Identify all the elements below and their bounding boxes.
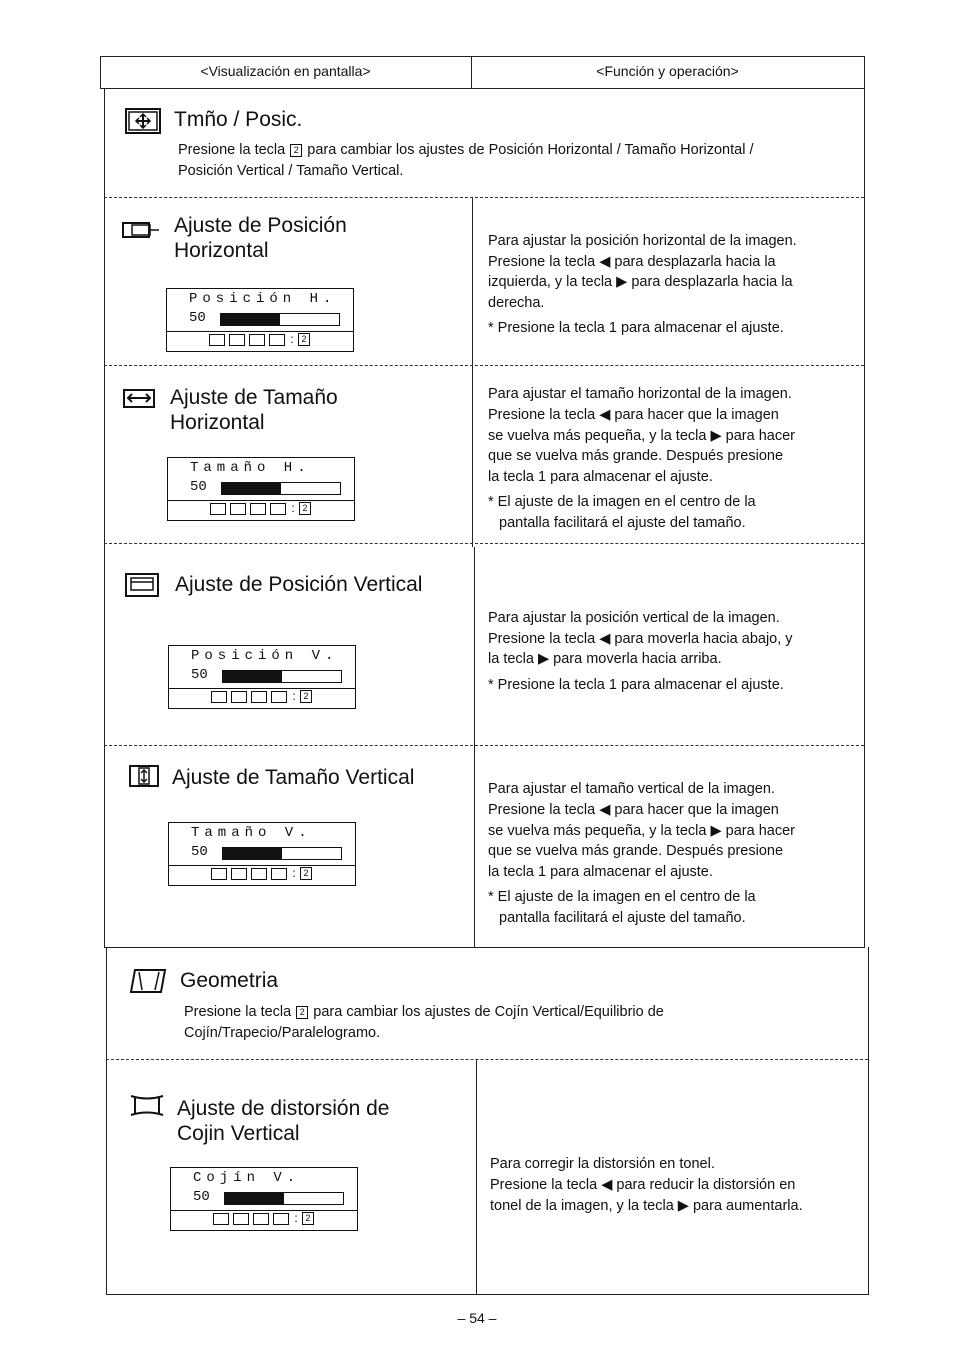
osd-pincushion <box>170 1167 358 1231</box>
move-arrows-icon <box>125 108 161 139</box>
osd-value: 50 <box>193 1189 210 1205</box>
v-position-icon <box>125 573 159 602</box>
section-title-size-pos: Tmño / Posic. <box>174 108 303 131</box>
osd-value: 50 <box>191 844 208 860</box>
osd-level-bar <box>222 670 342 683</box>
section-desc-geometry: Presione la tecla 2 para cambiar los ajustes de Cojín Vertical/Equilibrio de Cojín/Trapecio/Paralelogramo. <box>184 1004 664 1041</box>
v-pos-description: Para ajustar la posición vertical de la imagen. Presione la tecla ◀ para moverla hacia abajo, y la tecla ▶ para moverla hacia arriba. * Presione la tecla 1 para almacenar el ajuste. <box>488 610 793 693</box>
osd-label: Cojín V. <box>193 1170 301 1186</box>
page-number: – 54 – <box>457 1310 497 1326</box>
section-title-pincushion: Ajuste de distorsión de Cojin Vertical <box>177 1097 390 1145</box>
osd-h-pos <box>166 288 354 352</box>
section-title-geometry: Geometria <box>180 969 279 992</box>
section-title-h-size: Ajuste de Tamaño Horizontal <box>170 386 338 434</box>
osd-level-bar <box>220 313 340 326</box>
v-size-description: Para ajustar el tamaño vertical de la imagen. Presione la tecla ◀ para hacer que la imagen se vuelva más pequeña, y la tecla ▶ para hacer que se vuelva más grande. Después presione la tecla 1 para almacenar el ajuste. * El ajuste de la imagen en el centro de la pantalla facilitará el ajuste del tamaño. <box>488 781 795 926</box>
v-size-icon <box>129 765 159 792</box>
h-position-icon <box>122 221 160 244</box>
osd-menu-row: : 2 <box>171 1210 357 1230</box>
osd-value: 50 <box>191 667 208 683</box>
osd-value: 50 <box>189 310 206 326</box>
osd-menu-row: : 2 <box>169 688 355 708</box>
key-2-icon: 2 <box>290 144 302 157</box>
h-size-description: Para ajustar el tamaño horizontal de la imagen. Presione la tecla ◀ para hacer que la imagen se vuelva más pequeña, y la tecla ▶ para hacer que se vuelva más grande. Después presione la tecla 1 para almacenar el ajuste. * El ajuste de la imagen en el centro de la pantalla facilitará el ajuste del tamaño. <box>488 386 795 531</box>
osd-menu-row: : 2 <box>167 331 353 351</box>
osd-level-bar <box>221 482 341 495</box>
geometry-icon <box>129 968 169 999</box>
osd-menu-row: : 2 <box>169 865 355 885</box>
pincushion-description: Para corregir la distorsión en tonel. Presione la tecla ◀ para reducir la distorsión en tonel de la imagen, y la tecla ▶ para aumentarla. <box>490 1156 803 1214</box>
osd-label: Tamaño H. <box>190 460 311 476</box>
osd-v-pos <box>168 645 356 709</box>
section-title-h-pos: Ajuste de Posición Horizontal <box>174 214 347 262</box>
osd-label: Posición H. <box>189 291 337 307</box>
osd-v-size <box>168 822 356 886</box>
section-title-v-size: Ajuste de Tamaño Vertical <box>172 766 415 789</box>
section-title-v-pos: Ajuste de Posición Vertical <box>175 573 423 596</box>
h-size-icon <box>123 389 155 414</box>
section-desc-size-pos: Presione la tecla 2 para cambiar los ajustes de Posición Horizontal / Tamaño Horizontal / Posición Vertical / Tamaño Vertical. <box>178 142 754 179</box>
pincushion-icon <box>128 1093 166 1122</box>
osd-label: Posición V. <box>191 648 339 664</box>
osd-menu-row: : 2 <box>168 500 354 520</box>
osd-label: Tamaño V. <box>191 825 312 841</box>
key-2-icon: 2 <box>296 1006 308 1019</box>
h-pos-description: Para ajustar la posición horizontal de la imagen. Presione la tecla ◀ para desplazarla hacia la izquierda, y la tecla ▶ para desplazarla hacia la derecha. * Presione la tecla 1 para almacenar el ajuste. <box>488 233 797 336</box>
osd-level-bar <box>224 1192 344 1205</box>
osd-value: 50 <box>190 479 207 495</box>
header-left: <Visualización en pantalla> <box>200 63 371 79</box>
osd-level-bar <box>222 847 342 860</box>
osd-h-size <box>167 457 355 521</box>
header-right: <Función y operación> <box>596 63 739 79</box>
